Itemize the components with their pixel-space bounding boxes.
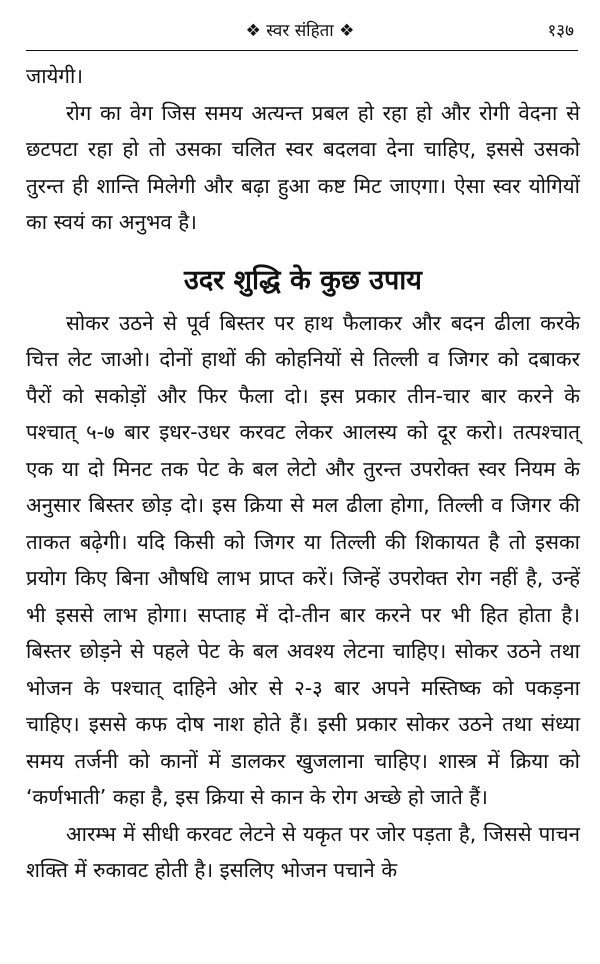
section-heading: उदर शुद्धि के कुछ उपाय bbox=[184, 264, 422, 296]
running-header bbox=[26, 18, 574, 42]
running-title: ❖ स्वर संहिता ❖ bbox=[245, 21, 355, 41]
page-number: १३७ bbox=[547, 21, 574, 41]
paragraph-disease-intensity: रोग का वेग जिस समय अत्यन्त प्रबल हो रहा हो और रोगी वेदना से छटपटा रहा हो तो उसका चलित स्वर बदलवा देना चाहिए, इससे उसको तुरन्त ही शान्ति मिलेगी और बढ़ा हुआ कष्ट मिट जाएगा। ऐसा स्वर योगियों का स्वयं का अनुभव है। bbox=[26, 100, 580, 234]
paragraph-beginning: आरम्भ में सीधी करवट लेटने से यकृत पर जोर पड़ता है, जिससे पाचन शक्ति में रुकावट होती है। इसलिए भोजन पचाने के bbox=[26, 821, 580, 882]
header-rule bbox=[26, 50, 578, 51]
paragraph-abdomen-cleansing: सोकर उठने से पूर्व बिस्तर पर हाथ फैलाकर और बदन ढीला करके चित्त लेट जाओ। दोनों हाथों की कोहनियों से तिल्ली व जिगर को दबाकर पैरों को सकोड़ों और फिर फैला दो। इस प्रकार तीन-चार बार करने के पश्चात् ५-७ बार इधर-उधर करवट लेकर आलस्य को दूर करो। तत्पश्चात् एक या दो मिनट तक पेट के बल लेटो और तुरन्त उपरोक्त स्वर नियम के अनुसार बिस्तर छोड़ दो। इस क्रिया से मल ढीला होगा, तिल्ली व जिगर की ताकत बढ़ेगी। यदि किसी को जिगर या तिल्ली की शिकायत है तो इसका प्रयोग किए बिना औषधि लाभ प्राप्त करें। जिन्हें उपरोक्त रोग नहीं है, उन्हें भी इससे लाभ होगा। सप्ताह में दो-तीन बार करने पर भी हित होता है। बिस्तर छोड़ने से पहले पेट के बल अवश्य लेटना चाहिए। सोकर उठने तथा भोजन के पश्चात् दाहिने ओर से २-३ बार अपने मस्तिष्क को पकड़ना चाहिए। इससे कफ दोष नाश होते हैं। इसी प्रकार सोकर उठने तथा संध्या समय तर्जनी को कानों में डालकर खुजलाना चाहिए। शास्त्र में क्रिया को ‘कर्णभाती’ कहा है, इस क्रिया से कान के रोग अच्छे हो जाते हैं। bbox=[26, 310, 580, 809]
paragraph-continuation: जायेगी। bbox=[26, 64, 84, 88]
body-text bbox=[26, 58, 580, 889]
